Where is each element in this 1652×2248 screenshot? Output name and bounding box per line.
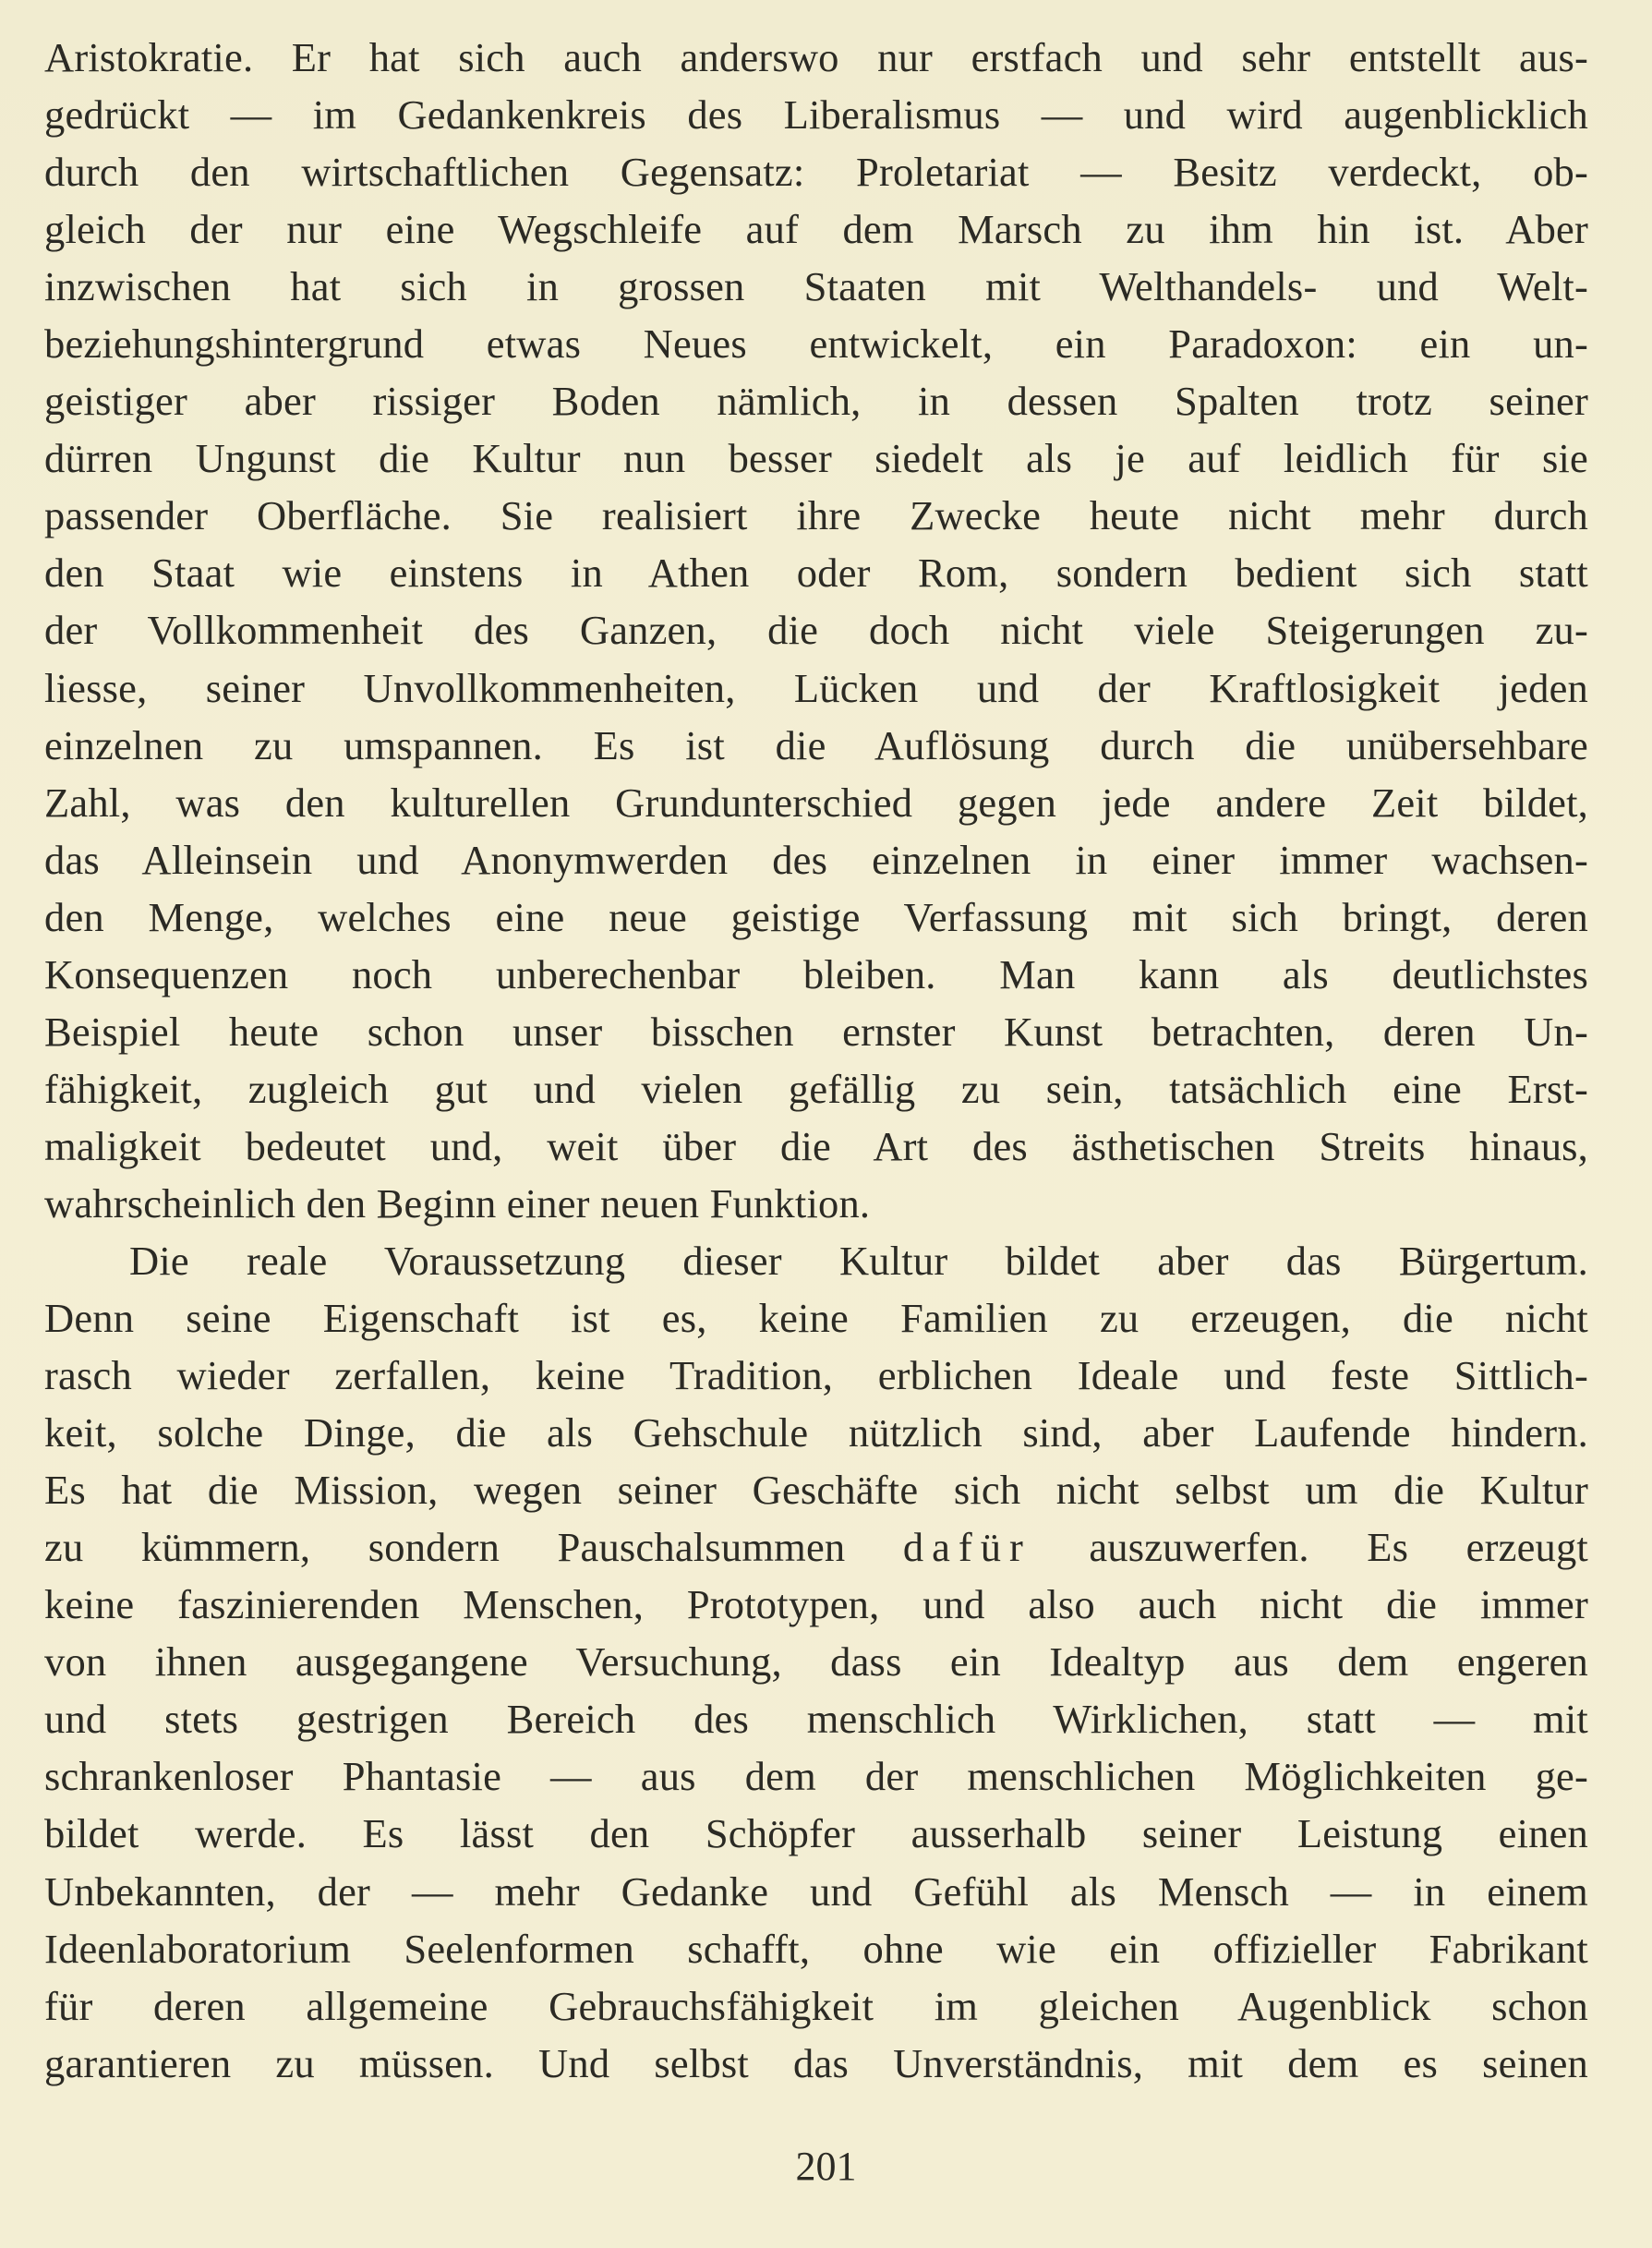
- body-text: [44, 29, 1588, 2092]
- text-line: gleich der nur eine Wegschleife auf dem Marsch zu ihm hin ist. Aber: [44, 206, 1588, 253]
- text-line: [44, 1518, 1588, 1576]
- text-line: Unbekannten, der — mehr Gedanke und Gefühl als Mensch — in einem: [44, 1867, 1588, 1915]
- paragraph-2: [44, 1232, 1588, 2092]
- text-line: Es hat die Mission, wegen seiner Geschäfte sich nicht selbst um die Kultur: [44, 1467, 1588, 1514]
- text-line: keit, solche Dinge, die als Gehschule nützlich sind, aber Laufende hindern.: [44, 1409, 1588, 1456]
- text-line: keine faszinierenden Menschen, Prototypen, und also auch nicht die immer: [44, 1581, 1588, 1628]
- text-line: Zahl, was den kulturellen Grundunterschied gegen jede andere Zeit bildet,: [44, 779, 1588, 826]
- text-line: Beispiel heute schon unser bisschen ernster Kunst betrachten, deren Un-: [44, 1008, 1588, 1055]
- text-line: Aristokratie. Er hat sich auch anderswo nur erstfach und sehr entstellt aus-: [44, 34, 1588, 80]
- text-line: Denn seine Eigenschaft ist es, keine Familien zu erzeugen, die nicht: [44, 1295, 1588, 1342]
- text-segment: auszuwerfen. Es erzeugt: [1031, 1524, 1588, 1571]
- text-line: von ihnen ausgegangene Versuchung, dass ein Idealtyp aus dem engeren: [44, 1638, 1588, 1686]
- text-line: der Vollkommenheit des Ganzen, die doch nicht viele Steigerungen zu-: [44, 607, 1588, 654]
- text-line: und stets gestrigen Bereich des menschlich Wirklichen, statt — mit: [44, 1696, 1588, 1743]
- text-line: Die reale Voraussetzung dieser Kultur bildet aber das Bürgertum.: [129, 1237, 1588, 1284]
- text-line: maligkeit bedeutet und, weit über die Art des ästhetischen Streits hinaus,: [44, 1122, 1588, 1169]
- text-line: rasch wieder zerfallen, keine Tradition, erblichen Ideale und feste Sittlich-: [44, 1352, 1588, 1399]
- page-number: 201: [795, 2144, 857, 2189]
- text-line: den Staat wie einstens in Athen oder Rom, sondern bedient sich statt: [44, 550, 1588, 597]
- paragraph-1: [44, 29, 1588, 1232]
- text-line: passender Oberfläche. Sie realisiert ihre Zwecke heute nicht mehr durch: [44, 492, 1588, 539]
- text-line: das Alleinsein und Anonymwerden des einzelnen in einer immer wachsen-: [44, 836, 1588, 883]
- text-line: Ideenlaboratorium Seelenformen schafft, ohne wie ein offizieller Fabrikant: [44, 1925, 1588, 1972]
- text-line: Konsequenzen noch unberechenbar bleiben. Man kann als deutlichstes: [44, 950, 1588, 997]
- emphasized-word: dafür: [902, 1524, 1031, 1571]
- text-line: garantieren zu müssen. Und selbst das Unverständnis, mit dem es seinen: [44, 2039, 1588, 2086]
- text-line: liesse, seiner Unvollkommenheiten, Lücken und der Kraftlosigkeit jeden: [44, 664, 1588, 711]
- text-line: dürren Ungunst die Kultur nun besser siedelt als je auf leidlich für sie: [44, 435, 1588, 482]
- text-line: durch den wirtschaftlichen Gegensatz: Proletariat — Besitz verdeckt, ob-: [44, 149, 1588, 196]
- text-line: den Menge, welches eine neue geistige Verfassung mit sich bringt, deren: [44, 893, 1588, 940]
- text-line: inzwischen hat sich in grossen Staaten mit Welthandels- und Welt-: [44, 263, 1588, 310]
- text-line: wahrscheinlich den Beginn einer neuen Funktion.: [44, 1179, 871, 1227]
- text-line: beziehungshintergrund etwas Neues entwickelt, ein Paradoxon: ein un-: [44, 320, 1588, 368]
- text-line: für deren allgemeine Gebrauchsfähigkeit im gleichen Augenblick schon: [44, 1982, 1588, 2029]
- text-segment: zu kümmern, sondern Pauschalsummen: [44, 1524, 903, 1571]
- text-line: bildet werde. Es lässt den Schöpfer ausserhalb seiner Leistung einen: [44, 1810, 1588, 1857]
- text-line: einzelnen zu umspannen. Es ist die Auflösung durch die unübersehbare: [44, 721, 1588, 768]
- text-line: fähigkeit, zugleich gut und vielen gefällig zu sein, tatsächlich eine Erst-: [44, 1065, 1588, 1112]
- text-line: gedrückt — im Gedankenkreis des Liberalismus — und wird augenblicklich: [44, 91, 1588, 139]
- text-line: schrankenloser Phantasie — aus dem der menschlichen Möglichkeiten ge-: [44, 1753, 1588, 1800]
- text-line: geistiger aber rissiger Boden nämlich, in dessen Spalten trotz seiner: [44, 378, 1588, 425]
